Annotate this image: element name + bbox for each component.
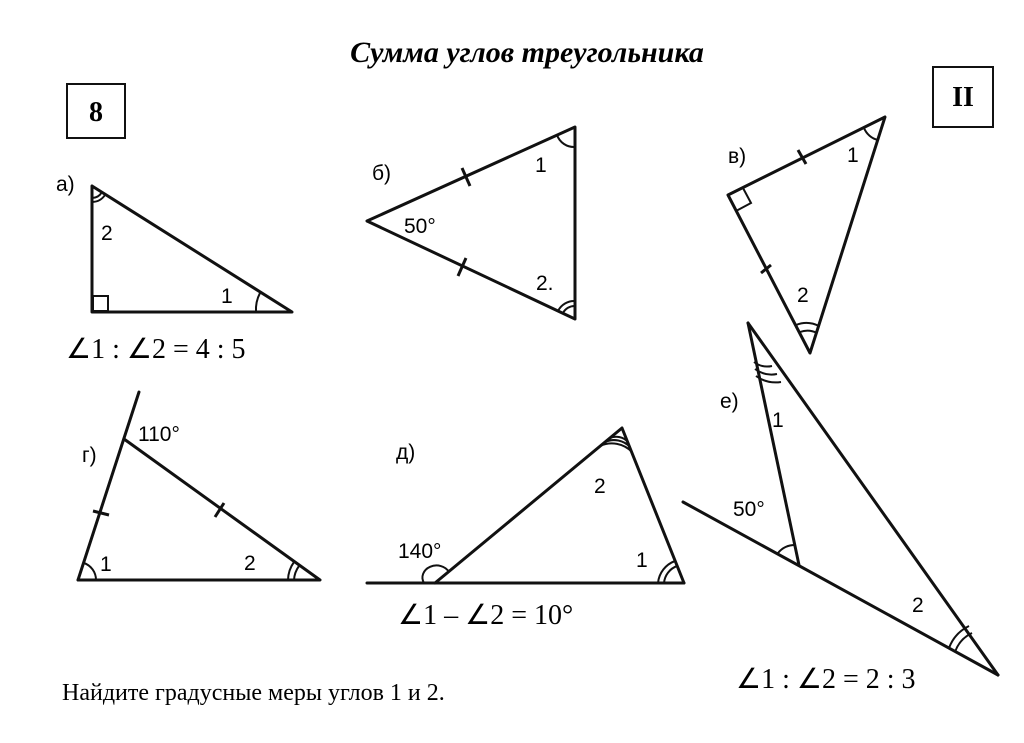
figure-g-angle2-arc-outer: [288, 562, 294, 580]
figure-e-angle1-label: 1: [772, 409, 784, 432]
figure-e-angle50-label: 50°: [733, 498, 765, 521]
figure-e-base-line-extended: [683, 502, 998, 675]
figure-e: [683, 323, 998, 695]
figure-e-letter: е): [720, 390, 739, 413]
figure-v-angle1-label: 1: [847, 144, 859, 167]
figure-d-angle1-label: 1: [636, 549, 648, 572]
figure-d-angle1-arc-outer: [658, 561, 675, 583]
figure-a-right-angle-mark: [93, 296, 108, 311]
figure-d-condition: ∠1 – ∠2 = 10°: [398, 600, 574, 631]
figure-a-angle1-label: 1: [221, 285, 233, 308]
figure-d-angle140-label: 140°: [398, 540, 442, 563]
page-title: Сумма углов треугольника: [350, 36, 704, 69]
figure-b-letter: б): [372, 162, 392, 185]
level-label: II: [952, 82, 974, 113]
figure-v-angle2-arc-inner: [800, 331, 817, 333]
figure-v-triangle: [728, 117, 885, 353]
figure-v: [728, 117, 885, 353]
task-text: Найдите градусные меры углов 1 и 2.: [62, 680, 445, 706]
figure-d-angle1-arc-inner: [664, 566, 677, 583]
figure-a-letter: а): [56, 173, 75, 196]
figure-v-letter: в): [728, 145, 747, 168]
figure-g-angle1-label: 1: [100, 553, 112, 576]
figure-g-angle2-arc-inner: [294, 566, 299, 580]
card-number: 8: [89, 97, 103, 128]
figure-d-angle2-label: 2: [594, 475, 606, 498]
figure-v-angle2-label: 2: [797, 284, 809, 307]
figure-d-letter: д): [396, 441, 416, 464]
figure-v-angle1-arc: [864, 128, 878, 140]
figure-d: [367, 428, 684, 631]
figure-g-letter: г): [82, 444, 97, 467]
figure-a-angle2-label: 2: [101, 222, 113, 245]
figure-g: [78, 392, 320, 580]
figure-e-angle50-arc: [778, 545, 795, 553]
figure-b-angle2-label: 2.: [536, 272, 554, 295]
figure-g-angle110-label: 110°: [138, 423, 180, 446]
figure-a-triangle: [92, 186, 292, 312]
figure-b-angle2-arc-inner: [563, 306, 575, 313]
figure-a: [56, 173, 292, 365]
figure-b-angle1-label: 1: [535, 154, 547, 177]
figure-e-condition: ∠1 : ∠2 = 2 : 3: [736, 664, 916, 695]
figure-g-side-left-extended: [78, 392, 139, 580]
figure-b: [367, 127, 575, 319]
figure-g-triangle: [78, 439, 320, 580]
figure-a-condition: ∠1 : ∠2 = 4 : 5: [66, 334, 246, 365]
figure-b-angle1-arc: [557, 135, 575, 147]
figure-g-angle1-arc: [84, 563, 96, 580]
figure-a-angle1-arc: [256, 293, 260, 312]
figure-b-angle50-label: 50°: [404, 215, 436, 238]
figure-e-angle2-label: 2: [912, 594, 924, 617]
level-box: [933, 67, 993, 127]
figure-v-angle2-arc-outer: [796, 323, 819, 326]
figure-g-side-tick-left: [93, 511, 109, 515]
card-number-box: [67, 84, 125, 138]
figure-g-angle2-label: 2: [244, 552, 256, 575]
